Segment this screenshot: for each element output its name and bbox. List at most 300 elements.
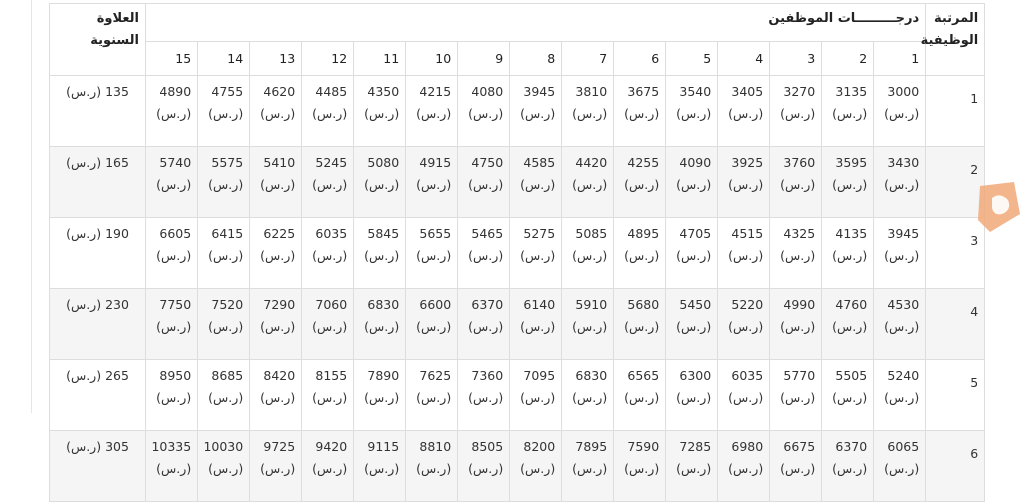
salary-cell (562, 431, 614, 502)
salary-value: 6675 (783, 439, 816, 454)
salary-cell (354, 218, 406, 289)
salary-value: 6830 (575, 368, 608, 383)
annual-allowance-cell: 305 (ر.س) (50, 431, 146, 502)
salary-value: 6370 (835, 439, 868, 454)
salary-cell (354, 76, 406, 147)
salary-value: 7060 (315, 297, 348, 312)
salary-value: 5085 (575, 226, 608, 241)
salary-cell (562, 289, 614, 360)
currency-label: (ر.س) (884, 319, 920, 334)
salary-cell (250, 76, 302, 147)
grade-header-3: 3 (770, 42, 822, 76)
salary-value: 3945 (523, 84, 556, 99)
table-row (50, 289, 985, 360)
salary-cell (458, 431, 510, 502)
grade-header-6: 6 (614, 42, 666, 76)
salary-value: 8950 (159, 368, 192, 383)
rank-cell: 2 (926, 147, 985, 218)
salary-value: 4325 (783, 226, 816, 241)
salary-cell (770, 360, 822, 431)
salary-value: 5740 (159, 155, 192, 170)
salary-value: 3675 (627, 84, 660, 99)
currency-label: (ر.س) (260, 248, 296, 263)
currency-label: (ر.س) (312, 390, 348, 405)
salary-cell (614, 147, 666, 218)
salary-cell (874, 147, 926, 218)
salary-cell (354, 360, 406, 431)
salary-value: 4620 (263, 84, 296, 99)
salary-value: 6035 (731, 368, 764, 383)
currency-label: (ر.س) (260, 177, 296, 192)
salary-cell (302, 431, 354, 502)
salary-cell (510, 218, 562, 289)
salary-cell (666, 289, 718, 360)
salary-value: 3430 (887, 155, 920, 170)
salary-value: 5465 (471, 226, 504, 241)
currency-label: (ر.س) (260, 319, 296, 334)
currency-label: (ر.س) (260, 390, 296, 405)
grade-header-9: 9 (458, 42, 510, 76)
salary-cell (250, 289, 302, 360)
salary-cell (822, 76, 874, 147)
salary-value: 5680 (627, 297, 660, 312)
currency-label: (ر.س) (832, 461, 868, 476)
currency-label: (ر.س) (312, 106, 348, 121)
currency-label: (ر.س) (572, 319, 608, 334)
salary-cell (354, 431, 406, 502)
salary-value: 7095 (523, 368, 556, 383)
salary-cell (302, 218, 354, 289)
salary-cell (250, 147, 302, 218)
salary-cell (198, 360, 250, 431)
salary-value: 6300 (679, 368, 712, 383)
salary-value: 7890 (367, 368, 400, 383)
salary-cell (822, 289, 874, 360)
salary-value: 9115 (367, 439, 400, 454)
salary-value: 8200 (523, 439, 556, 454)
salary-cell (302, 147, 354, 218)
salary-value: 5450 (679, 297, 712, 312)
grade-header-4: 4 (718, 42, 770, 76)
annual-allowance-cell: 165 (ر.س) (50, 147, 146, 218)
salary-cell (874, 289, 926, 360)
salary-cell (562, 218, 614, 289)
salary-value: 8685 (211, 368, 244, 383)
salary-cell (510, 431, 562, 502)
currency-label: (ر.س) (416, 106, 452, 121)
grade-header-8: 8 (510, 42, 562, 76)
salary-value: 3135 (835, 84, 868, 99)
salary-cell (250, 360, 302, 431)
salary-cell (406, 218, 458, 289)
salary-cell (458, 218, 510, 289)
currency-label: (ر.س) (676, 106, 712, 121)
salary-value: 5505 (835, 368, 868, 383)
salary-value: 6370 (471, 297, 504, 312)
currency-label: (ر.س) (156, 177, 192, 192)
salary-cell (354, 289, 406, 360)
salary-value: 3810 (575, 84, 608, 99)
salary-value: 4530 (887, 297, 920, 312)
table-row (50, 76, 985, 147)
salary-cell (770, 431, 822, 502)
grades-column-header: درجـــــــــات الموظفين (146, 4, 926, 42)
currency-label: (ر.س) (884, 248, 920, 263)
currency-label: (ر.س) (468, 390, 504, 405)
currency-label: (ر.س) (676, 177, 712, 192)
salary-value: 7285 (679, 439, 712, 454)
currency-label: (ر.س) (676, 461, 712, 476)
currency-label: (ر.س) (364, 461, 400, 476)
salary-value: 8810 (419, 439, 452, 454)
currency-label: (ر.س) (780, 461, 816, 476)
currency-label: (ر.س) (364, 390, 400, 405)
salary-value: 10030 (203, 439, 244, 454)
salary-value: 5410 (263, 155, 296, 170)
salary-cell (354, 147, 406, 218)
salary-value: 3760 (783, 155, 816, 170)
salary-cell (874, 76, 926, 147)
currency-label: (ر.س) (728, 461, 764, 476)
annual-allowance-cell: 230 (ر.س) (50, 289, 146, 360)
currency-label: (ر.س) (416, 319, 452, 334)
salary-value: 4705 (679, 226, 712, 241)
currency-label: (ر.س) (260, 461, 296, 476)
salary-cell (250, 431, 302, 502)
salary-cell (874, 360, 926, 431)
salary-cell (718, 360, 770, 431)
salary-value: 8505 (471, 439, 504, 454)
annual-allowance-cell: 190 (ر.س) (50, 218, 146, 289)
salary-value: 5845 (367, 226, 400, 241)
salary-value: 4255 (627, 155, 660, 170)
salary-value: 9420 (315, 439, 348, 454)
currency-label: (ر.س) (364, 106, 400, 121)
currency-label: (ر.س) (832, 106, 868, 121)
currency-label: (ر.س) (520, 461, 556, 476)
grade-header-2: 2 (822, 42, 874, 76)
currency-label: (ر.س) (520, 390, 556, 405)
salary-cell (458, 289, 510, 360)
salary-value: 7895 (575, 439, 608, 454)
currency-label: (ر.س) (520, 319, 556, 334)
table-row (50, 218, 985, 289)
rank-cell: 6 (926, 431, 985, 502)
currency-label: (ر.س) (260, 106, 296, 121)
salary-value: 5240 (887, 368, 920, 383)
currency-label: (ر.س) (312, 461, 348, 476)
salary-cell (718, 76, 770, 147)
currency-label: (ر.س) (624, 390, 660, 405)
rank-cell: 3 (926, 218, 985, 289)
currency-label: (ر.س) (416, 461, 452, 476)
salary-value: 5245 (315, 155, 348, 170)
salary-cell (874, 218, 926, 289)
rank-cell: 1 (926, 76, 985, 147)
currency-label: (ر.س) (208, 319, 244, 334)
grade-header-7: 7 (562, 42, 614, 76)
salary-value: 3595 (835, 155, 868, 170)
salary-cell (718, 289, 770, 360)
salary-cell (302, 289, 354, 360)
salary-value: 4915 (419, 155, 452, 170)
grade-number-header-row (50, 42, 985, 76)
currency-label: (ر.س) (884, 106, 920, 121)
salary-cell (770, 218, 822, 289)
currency-label: (ر.س) (728, 177, 764, 192)
currency-label: (ر.س) (572, 461, 608, 476)
salary-cell (718, 431, 770, 502)
salary-value: 6830 (367, 297, 400, 312)
currency-label: (ر.س) (416, 390, 452, 405)
salary-cell (406, 147, 458, 218)
currency-label: (ر.س) (468, 248, 504, 263)
salary-value: 6415 (211, 226, 244, 241)
currency-label: (ر.س) (208, 461, 244, 476)
rank-column-header: المرتبة الوظيفية (926, 4, 985, 76)
salary-value: 4080 (471, 84, 504, 99)
grade-header-14: 14 (198, 42, 250, 76)
salary-value: 4485 (315, 84, 348, 99)
grade-header-12: 12 (302, 42, 354, 76)
salary-cell (562, 147, 614, 218)
salary-cell (822, 431, 874, 502)
salary-value: 7520 (211, 297, 244, 312)
salary-cell (614, 289, 666, 360)
currency-label: (ر.س) (416, 177, 452, 192)
salary-value: 6140 (523, 297, 556, 312)
grade-header-15: 15 (146, 42, 198, 76)
salary-cell (250, 218, 302, 289)
salary-value: 4215 (419, 84, 452, 99)
salary-value: 9725 (263, 439, 296, 454)
salary-cell (718, 147, 770, 218)
salary-cell (146, 431, 198, 502)
currency-label: (ر.س) (832, 319, 868, 334)
currency-label: (ر.س) (208, 177, 244, 192)
salary-value: 4760 (835, 297, 868, 312)
currency-label: (ر.س) (364, 177, 400, 192)
salary-cell (666, 218, 718, 289)
currency-label: (ر.س) (780, 106, 816, 121)
salary-cell (822, 147, 874, 218)
grade-header-10: 10 (406, 42, 458, 76)
table-row (50, 431, 985, 502)
currency-label: (ر.س) (572, 390, 608, 405)
currency-label: (ر.س) (468, 461, 504, 476)
grade-header-13: 13 (250, 42, 302, 76)
salary-cell (666, 360, 718, 431)
salary-value: 6980 (731, 439, 764, 454)
currency-label: (ر.س) (156, 106, 192, 121)
salary-table-body (50, 76, 985, 502)
salary-value: 4750 (471, 155, 504, 170)
salary-cell (666, 147, 718, 218)
currency-label: (ر.س) (520, 177, 556, 192)
currency-label: (ر.س) (624, 461, 660, 476)
currency-label: (ر.س) (884, 461, 920, 476)
currency-label: (ر.س) (312, 248, 348, 263)
salary-cell (198, 218, 250, 289)
annual-allowance-cell: 265 (ر.س) (50, 360, 146, 431)
currency-label: (ر.س) (312, 177, 348, 192)
currency-label: (ر.س) (572, 177, 608, 192)
currency-label: (ر.س) (676, 319, 712, 334)
currency-label: (ر.س) (676, 390, 712, 405)
salary-cell (146, 289, 198, 360)
salary-scale-table-wrap (49, 3, 984, 502)
currency-label: (ر.س) (728, 106, 764, 121)
salary-value: 5220 (731, 297, 764, 312)
currency-label: (ر.س) (884, 390, 920, 405)
rank-cell: 5 (926, 360, 985, 431)
salary-value: 3540 (679, 84, 712, 99)
currency-label: (ر.س) (416, 248, 452, 263)
salary-value: 6035 (315, 226, 348, 241)
salary-value: 5655 (419, 226, 452, 241)
salary-cell (406, 289, 458, 360)
table-row (50, 360, 985, 431)
salary-cell (718, 218, 770, 289)
currency-label: (ر.س) (156, 248, 192, 263)
currency-label: (ر.س) (572, 248, 608, 263)
salary-value: 3405 (731, 84, 764, 99)
page-frame-line (31, 0, 32, 413)
currency-label: (ر.س) (364, 319, 400, 334)
currency-label: (ر.س) (624, 319, 660, 334)
salary-value: 10335 (151, 439, 192, 454)
salary-cell (198, 147, 250, 218)
salary-value: 6065 (887, 439, 920, 454)
salary-cell (770, 76, 822, 147)
salary-cell (614, 431, 666, 502)
currency-label: (ر.س) (832, 390, 868, 405)
salary-cell (146, 218, 198, 289)
currency-label: (ر.س) (624, 248, 660, 263)
salary-value: 3000 (887, 84, 920, 99)
salary-value: 6600 (419, 297, 452, 312)
currency-label: (ر.س) (728, 319, 764, 334)
salary-value: 6605 (159, 226, 192, 241)
salary-cell (146, 76, 198, 147)
currency-label: (ر.س) (624, 177, 660, 192)
salary-value: 8420 (263, 368, 296, 383)
salary-value: 4890 (159, 84, 192, 99)
currency-label: (ر.س) (208, 106, 244, 121)
allowance-column-header: العلاوة السنوية (50, 4, 146, 76)
salary-value: 7290 (263, 297, 296, 312)
salary-cell (666, 76, 718, 147)
salary-cell (510, 289, 562, 360)
currency-label: (ر.س) (520, 248, 556, 263)
salary-cell (146, 360, 198, 431)
currency-label: (ر.س) (156, 461, 192, 476)
salary-cell (458, 147, 510, 218)
salary-cell (770, 289, 822, 360)
table-row (50, 147, 985, 218)
salary-cell (614, 76, 666, 147)
salary-value: 4515 (731, 226, 764, 241)
salary-value: 7590 (627, 439, 660, 454)
salary-cell (458, 76, 510, 147)
grade-header-11: 11 (354, 42, 406, 76)
currency-label: (ر.س) (156, 390, 192, 405)
salary-cell (614, 360, 666, 431)
currency-label: (ر.س) (468, 319, 504, 334)
salary-value: 5080 (367, 155, 400, 170)
salary-scale-table (49, 3, 985, 502)
salary-value: 4420 (575, 155, 608, 170)
salary-cell (510, 76, 562, 147)
salary-cell (562, 76, 614, 147)
currency-label: (ر.س) (364, 248, 400, 263)
salary-value: 4755 (211, 84, 244, 99)
rank-cell: 4 (926, 289, 985, 360)
salary-cell (874, 431, 926, 502)
salary-cell (666, 431, 718, 502)
currency-label: (ر.س) (780, 248, 816, 263)
salary-cell (614, 218, 666, 289)
salary-cell (510, 360, 562, 431)
currency-label: (ر.س) (208, 390, 244, 405)
salary-cell (146, 147, 198, 218)
currency-label: (ر.س) (676, 248, 712, 263)
salary-cell (510, 147, 562, 218)
salary-value: 4895 (627, 226, 660, 241)
salary-value: 7750 (159, 297, 192, 312)
currency-label: (ر.س) (520, 106, 556, 121)
salary-value: 6565 (627, 368, 660, 383)
salary-value: 5275 (523, 226, 556, 241)
salary-value: 5770 (783, 368, 816, 383)
salary-value: 7625 (419, 368, 452, 383)
currency-label: (ر.س) (780, 319, 816, 334)
salary-cell (406, 431, 458, 502)
grade-header-5: 5 (666, 42, 718, 76)
salary-cell (458, 360, 510, 431)
currency-label: (ر.س) (468, 106, 504, 121)
salary-cell (406, 76, 458, 147)
currency-label: (ر.س) (624, 106, 660, 121)
salary-cell (822, 360, 874, 431)
salary-value: 7360 (471, 368, 504, 383)
salary-value: 4090 (679, 155, 712, 170)
salary-value: 8155 (315, 368, 348, 383)
currency-label: (ر.س) (832, 177, 868, 192)
currency-label: (ر.س) (468, 177, 504, 192)
salary-cell (406, 360, 458, 431)
currency-label: (ر.س) (728, 248, 764, 263)
currency-label: (ر.س) (832, 248, 868, 263)
salary-value: 3945 (887, 226, 920, 241)
currency-label: (ر.س) (572, 106, 608, 121)
salary-cell (198, 289, 250, 360)
salary-cell (822, 218, 874, 289)
currency-label: (ر.س) (884, 177, 920, 192)
currency-label: (ر.س) (780, 177, 816, 192)
salary-value: 6225 (263, 226, 296, 241)
currency-label: (ر.س) (780, 390, 816, 405)
salary-value: 4990 (783, 297, 816, 312)
salary-cell (562, 360, 614, 431)
salary-cell (302, 76, 354, 147)
salary-cell (770, 147, 822, 218)
annual-allowance-cell: 135 (ر.س) (50, 76, 146, 147)
salary-cell (198, 431, 250, 502)
salary-value: 3925 (731, 155, 764, 170)
salary-value: 4135 (835, 226, 868, 241)
salary-cell (198, 76, 250, 147)
